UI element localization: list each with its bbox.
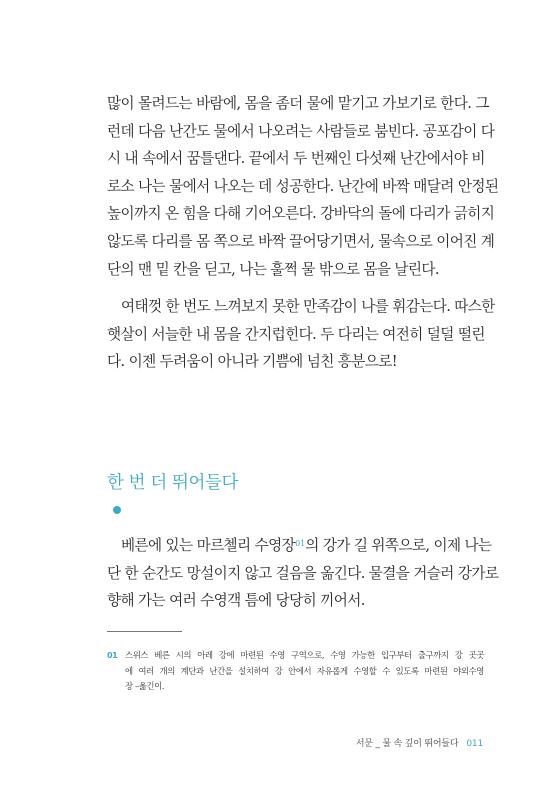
running-title: 서문 _ 물 속 깊이 뛰어들다 [355, 739, 459, 749]
text-line: 시 내 속에서 꿈틀댄다. 끝에서 두 번째인 다섯째 난간에서야 비 [107, 150, 485, 168]
text-line: 다. 이젠 두려움이 아니라 기쁨에 넘친 흥분으로! [107, 353, 397, 371]
text-segment: 베른에 있는 마르첼리 수영장 [121, 537, 296, 554]
text-line: 많이 몰려드는 바람에, 몸을 좀더 물에 맡기고 가보기로 한다. 그 [107, 95, 489, 112]
section-bullet-icon [113, 506, 121, 514]
running-footer [356, 736, 483, 749]
text-line: 햇살이 서늘한 내 몸을 간지럽힌다. 두 다리는 여전히 덜덜 떨린 [107, 325, 485, 343]
footnote-line: 에 여러 개의 계단과 난간을 설치하여 강 안에서 자유롭게 수영할 수 있도록 마련된 야외수영 [125, 665, 484, 676]
text-line: 여태껏 한 번도 느껴보지 못한 만족감이 나를 휘감는다. 따스한 [121, 298, 495, 315]
text-line: 않도록 다리를 몸 쪽으로 바짝 끌어당기면서, 물속으로 이어진 계 [107, 232, 495, 250]
text-line: 로소 나는 물에서 나오는 데 성공한다. 난간에 바짝 매달려 안정된 [107, 177, 499, 195]
text-segment: 의 강가 길 위쪽으로, 이제 나는 [305, 537, 492, 554]
text-line: 단의 맨 밑 칸을 딛고, 나는 훌쩍 물 밖으로 몸을 날린다. [107, 260, 439, 278]
body-paragraph-1 [107, 90, 499, 283]
text-line: 높이까지 온 힘을 다해 기어오른다. 강바닥의 돌에 다리가 긁히지 [107, 205, 495, 223]
body-paragraph-2 [107, 293, 495, 376]
section-heading: 한 번 더 뛰어들다 [107, 473, 239, 493]
footnote-reference[interactable]: 01 [295, 539, 306, 548]
page-number: 011 [466, 739, 483, 749]
text-line: 런데 다음 난간도 물에서 나오려는 사람들로 붐빈다. 공포감이 다 [107, 122, 495, 140]
footnote-line: 장 –옮긴이. [125, 681, 165, 691]
footnote-text [125, 648, 484, 695]
footnote-number: 01 [107, 651, 118, 660]
footnote [107, 648, 484, 695]
footnote-line: 스위스 베른 시의 아레 강에 마련된 수영 구역으로, 수영 가능한 입구부터 출구까지 강 곳곳 [125, 650, 484, 660]
text-line: 향해 가는 여러 수영객 틈에 당당히 끼어서. [107, 592, 365, 610]
body-paragraph-3 [107, 532, 499, 615]
text-line: 단 한 순간도 망설이지 않고 걸음을 옮긴다. 물결을 거슬러 강가로 [107, 564, 499, 582]
footnote-divider [107, 631, 182, 632]
text-line [107, 532, 492, 560]
